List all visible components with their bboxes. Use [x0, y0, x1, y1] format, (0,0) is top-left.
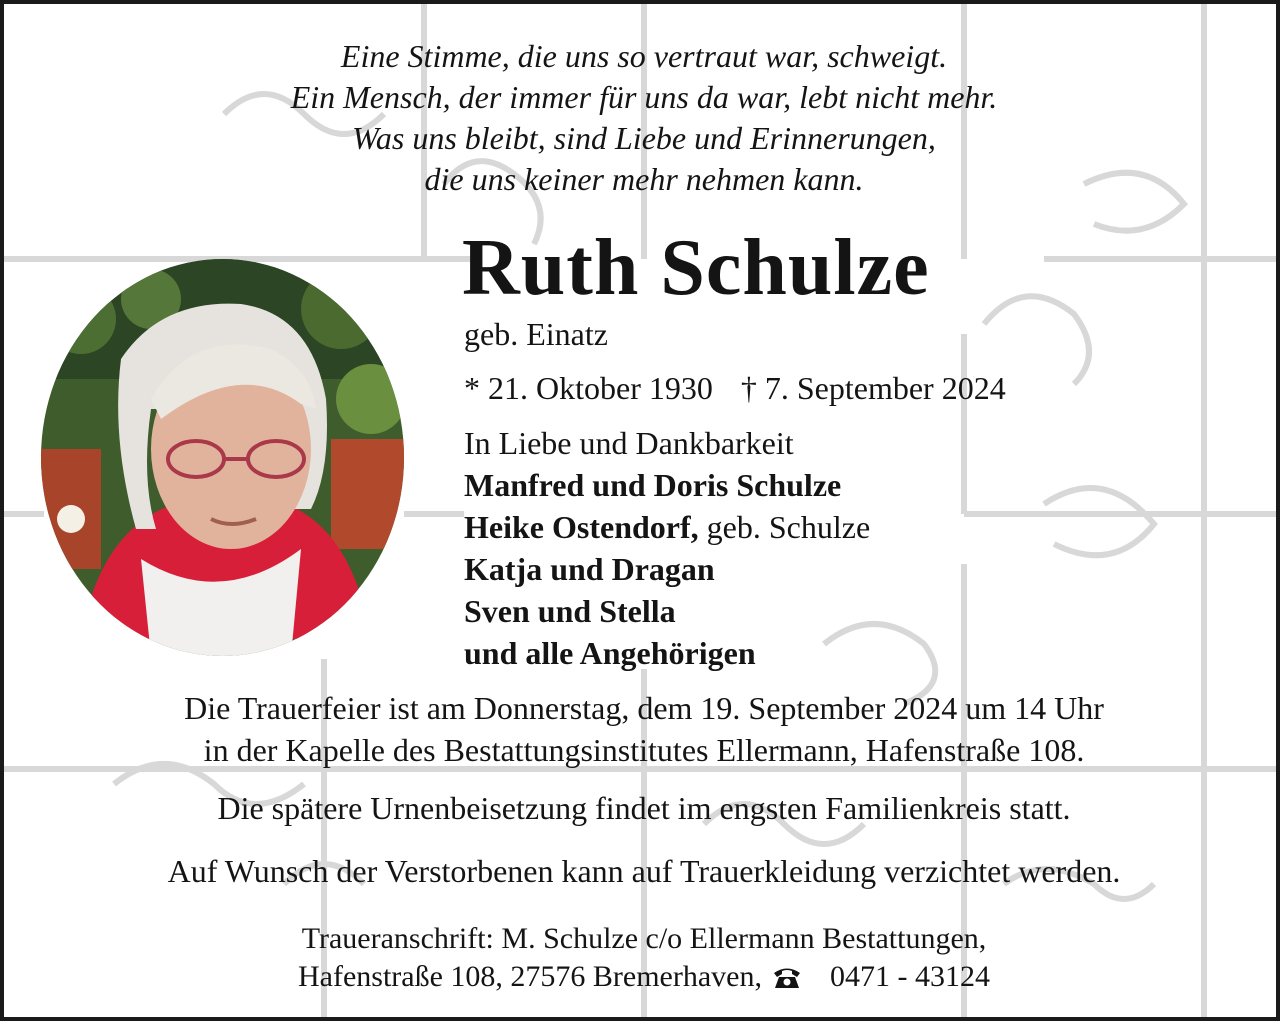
- ceremony-line: in der Kapelle des Bestattungsinstitutes Ellermann, Hafenstraße 108.: [203, 732, 1085, 768]
- birth-name: geb. Einatz: [464, 316, 608, 352]
- ceremony-details: [4, 687, 1280, 771]
- quote-line: die uns keiner mehr nehmen kann.: [424, 161, 864, 197]
- mourners-intro: In Liebe und Dankbarkeit: [464, 425, 794, 461]
- address-line: [4, 958, 1280, 996]
- address-street: Hafenstraße 108, 27576 Bremerhaven,: [297, 960, 762, 993]
- mourning-address: [4, 920, 1280, 996]
- mourners-list: [464, 422, 870, 674]
- mourner-born-name: geb. Schulze: [698, 509, 871, 545]
- mourner-line: Manfred und Doris Schulze: [464, 467, 842, 503]
- address-line: Traueranschrift: M. Schulze c/o Ellermann Bestattungen,: [301, 922, 987, 955]
- life-dates: [464, 370, 1006, 407]
- ceremony-line: Die Trauerfeier ist am Donnerstag, dem 19. September 2024 um 14 Uhr: [184, 690, 1104, 726]
- memorial-quote: [4, 36, 1280, 200]
- death-date: † 7. September 2024: [740, 370, 1006, 406]
- mourner-line: [464, 506, 870, 548]
- mourner-name: Heike Ostendorf,: [464, 509, 699, 545]
- quote-line: Ein Mensch, der immer für uns da war, lebt nicht mehr.: [290, 79, 998, 115]
- mourner-line: Sven und Stella: [464, 593, 676, 629]
- telephone-icon: [772, 964, 802, 990]
- urn-burial-note: Die spätere Urnenbeisetzung findet im engsten Familienkreis statt.: [217, 790, 1071, 826]
- birth-date: * 21. Oktober 1930: [464, 370, 713, 406]
- dress-code-note: Auf Wunsch der Verstorbenen kann auf Trauerkleidung verzichtet werden.: [167, 853, 1121, 889]
- quote-line: Eine Stimme, die uns so vertraut war, schweigt.: [340, 38, 948, 74]
- deceased-name: Ruth Schulze: [462, 224, 930, 312]
- quote-line: Was uns bleibt, sind Liebe und Erinnerungen,: [352, 120, 936, 156]
- phone-number: 0471 - 43124: [830, 960, 990, 993]
- mourner-line: und alle Angehörigen: [464, 635, 756, 671]
- portrait-photo: [41, 259, 404, 656]
- mourner-line: Katja und Dragan: [464, 551, 715, 587]
